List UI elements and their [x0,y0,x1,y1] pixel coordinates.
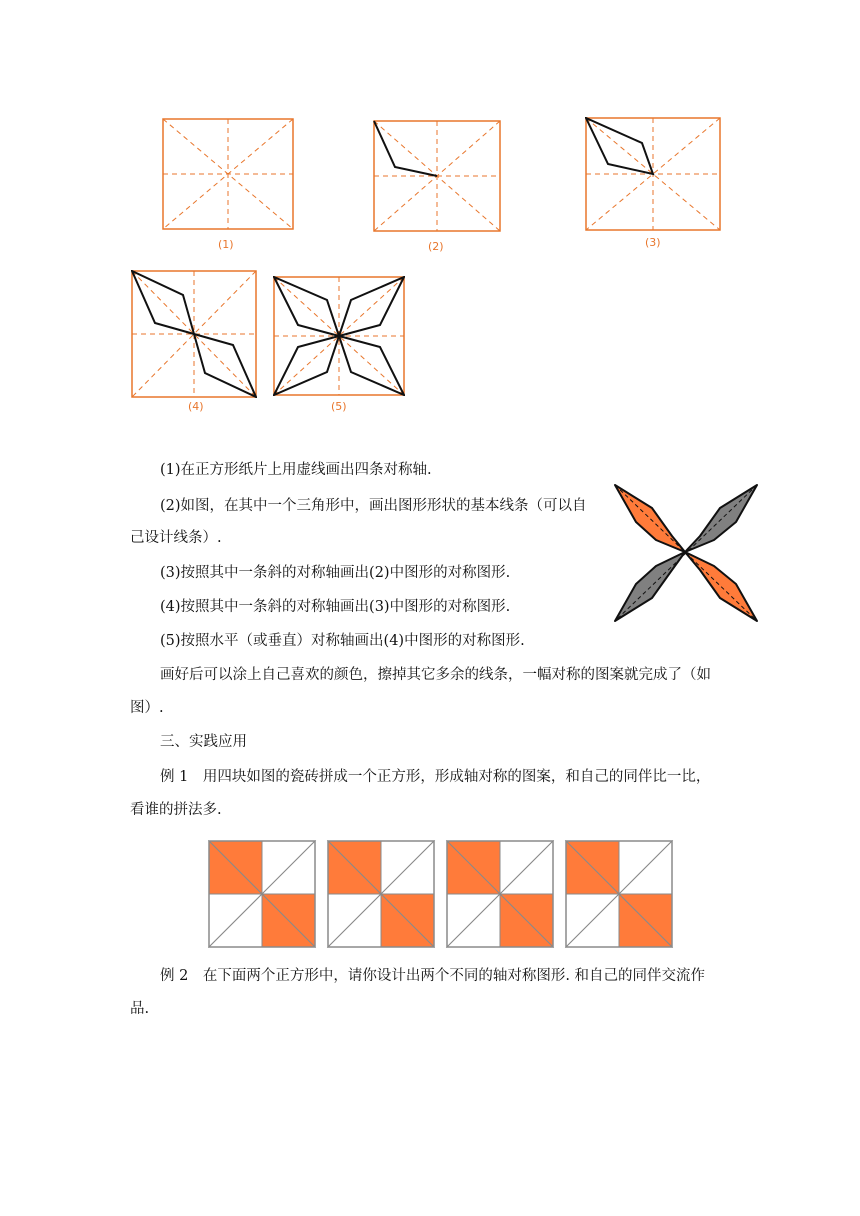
example-2-line-1: 例 2 在下面两个正方形中，请你设计出两个不同的轴对称图形. 和自己的同伴交流作 [160,968,706,984]
figure-2 [373,120,501,232]
tile-arrangements [208,840,676,948]
figure-4 [131,270,257,398]
section-heading: 三、实践应用 [160,734,247,750]
step-5: (5)按照水平（或垂直）对称轴画出(4)中图形的对称图形. [160,633,525,649]
tile-arrangement-2 [328,841,434,947]
finish-line-1: 画好后可以涂上自己喜欢的颜色，擦掉其它多余的线条，一幅对称的图案就完成了（如 [160,667,711,683]
figure-3-caption: (3) [645,236,661,249]
figure-1 [162,118,294,230]
step-4: (4)按照其中一条斜的对称轴画出(3)中图形的对称图形. [160,599,511,615]
figure-3 [585,117,721,231]
figure-5 [273,276,405,396]
step-2-line-1: (2)如图，在其中一个三角形中，画出图形形状的基本线条（可以自 [160,498,587,514]
tile-arrangement-3 [447,841,553,947]
example-2-line-2: 品. [130,1001,150,1017]
example-1-line-1: 例 1 用四块如图的瓷砖拼成一个正方形，形成轴对称的图案，和自己的同伴比一比， [160,769,711,785]
tile-arrangement-1 [209,841,315,947]
figure-2-caption: (2) [428,240,444,253]
colored-pattern [612,482,760,624]
figure-4-caption: (4) [188,400,204,413]
step-1: (1)在正方形纸片上用虚线画出四条对称轴. [160,462,432,478]
finish-line-2: 图）. [130,700,164,716]
figure-5-caption: (5) [331,400,347,413]
tile-arrangement-4 [566,841,672,947]
step-3: (3)按照其中一条斜的对称轴画出(2)中图形的对称图形. [160,565,511,581]
step-2-line-2: 己设计线条）. [130,530,222,546]
example-1-line-2: 看谁的拼法多. [130,802,222,818]
figure-1-caption: (1) [218,238,234,251]
